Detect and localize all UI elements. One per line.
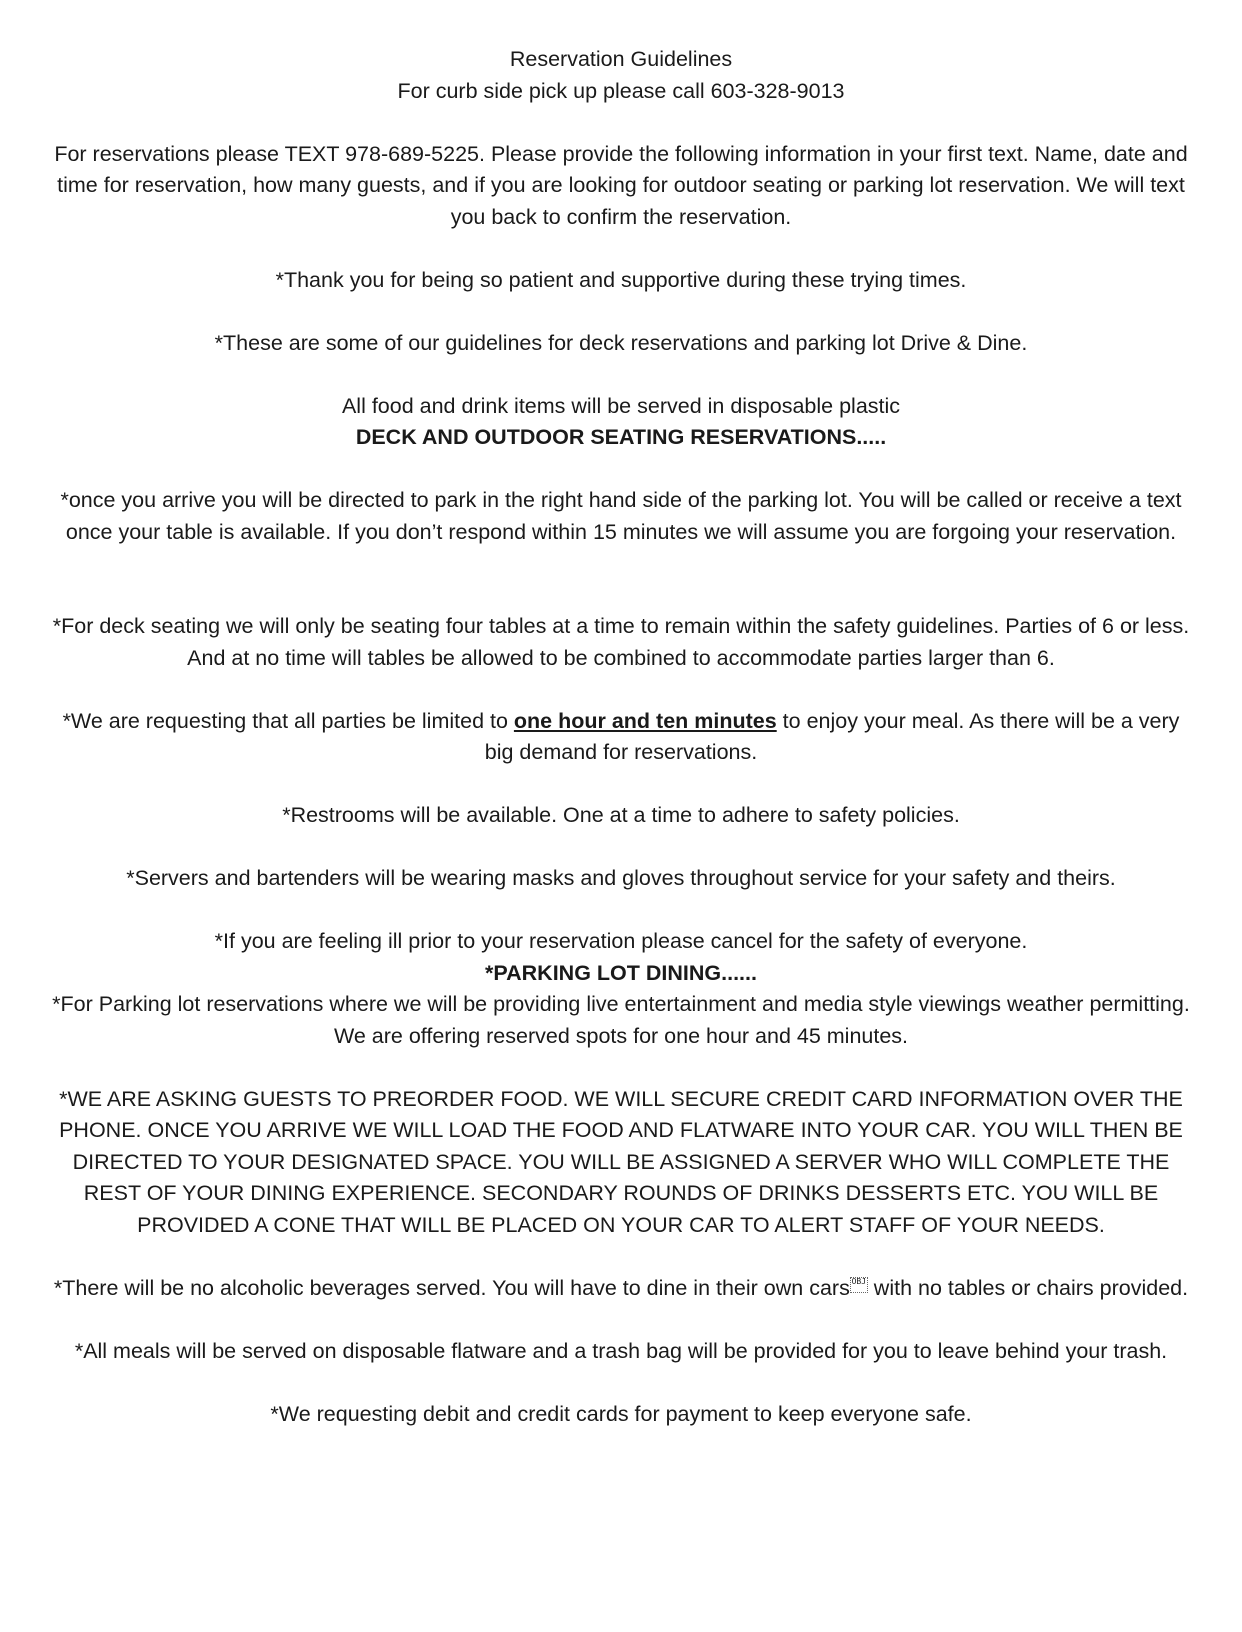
flatware-paragraph: *All meals will be served on disposable flatware and a trash bag will be provided for you to leave behind your trash. (74, 1338, 1168, 1363)
alcohol-lead: *There will be no alcoholic beverages served. You will have to dine in their own cars (53, 1275, 850, 1300)
page-title: Reservation Guidelines (509, 47, 733, 71)
reservation-instructions: For reservations please TEXT 978-689-5225. Please provide the following information in your first text. Name, date and time for reservation, how many guests, and if you are looking for outdoor seating or parking lot reservation. We will text you back to confirm the reservation. (54, 141, 1188, 229)
time-limit-tail: to enjoy your meal. As there will be a very big demand for reservations. (484, 708, 1180, 764)
servers-note: *Servers and bartenders will be wearing masks and gloves throughout service for your safety and theirs. (126, 866, 1116, 890)
thank-you-note: *Thank you for being so patient and supportive during these trying times. (275, 267, 967, 292)
parking-intro-paragraph: *For Parking lot reservations where we will be providing live entertainment and media style viewings weather permitting. We are offering reserved spots for one hour and 45 minutes. (52, 992, 1190, 1048)
restrooms-note: *Restrooms will be available. One at a time to adhere to safety policies. (282, 803, 960, 827)
payment-note: *We requesting debit and credit cards for payment to keep everyone safe. (270, 1401, 972, 1426)
time-limit-lead: *We are requesting that all parties be limited to (62, 708, 514, 733)
time-limit-emphasis: one hour and ten minutes (513, 708, 777, 733)
deck-seating-paragraph: *For deck seating we will only be seating four tables at a time to remain within the safety guidelines. Parties of 6 or less. And at no time will tables be allowed to be combined to accommodate parties larger than 6. (52, 614, 1190, 670)
deck-arrival-paragraph: *once you arrive you will be directed to park in the right hand side of the parking lot. You will be called or receive a text once your table is available. If you don’t respond within 15 minutes we will assume you are forgoing your reservation. (60, 488, 1182, 544)
curbside-phone-line: For curb side pick up please call 603-328-9013 (397, 78, 845, 103)
disposable-note: All food and drink items will be served in disposable plastic (341, 393, 901, 418)
deck-section-heading: DECK AND OUTDOOR SEATING RESERVATIONS..... (355, 425, 887, 449)
illness-note: *If you are feeling ill prior to your reservation please cancel for the safety of everyone. (214, 929, 1028, 953)
parking-section-heading: *PARKING LOT DINING...... (485, 960, 757, 985)
object-replacement-icon: OBJ (850, 1277, 868, 1293)
preorder-paragraph: *WE ARE ASKING GUESTS TO PREORDER FOOD. WE WILL SECURE CREDIT CARD INFORMATION OVER THE PHONE. ONCE YOU ARRIVE WE WILL LOAD THE FOOD AND FLATWARE INTO YOUR CAR. YOU WILL THEN BE DIRECTED TO YOUR DESIGNATED SPACE. YOU WILL BE ASSIGNED A SERVER WHO WILL COMPLETE THE REST OF YOUR DINING EXPERIENCE. SECONDARY ROUNDS OF DRINKS DESSERTS ETC. YOU WILL BE PROVIDED A CONE THAT WILL BE PLACED ON YOUR CAR TO ALERT STAFF OF YOUR NEEDS. (59, 1086, 1183, 1237)
alcohol-tail: with no tables or chairs provided. (867, 1275, 1189, 1300)
time-limit-paragraph (52, 706, 1190, 769)
guidelines-intro: *These are some of our guidelines for deck reservations and parking lot Drive & Dine. (214, 330, 1028, 355)
alcohol-paragraph (52, 1273, 1190, 1305)
